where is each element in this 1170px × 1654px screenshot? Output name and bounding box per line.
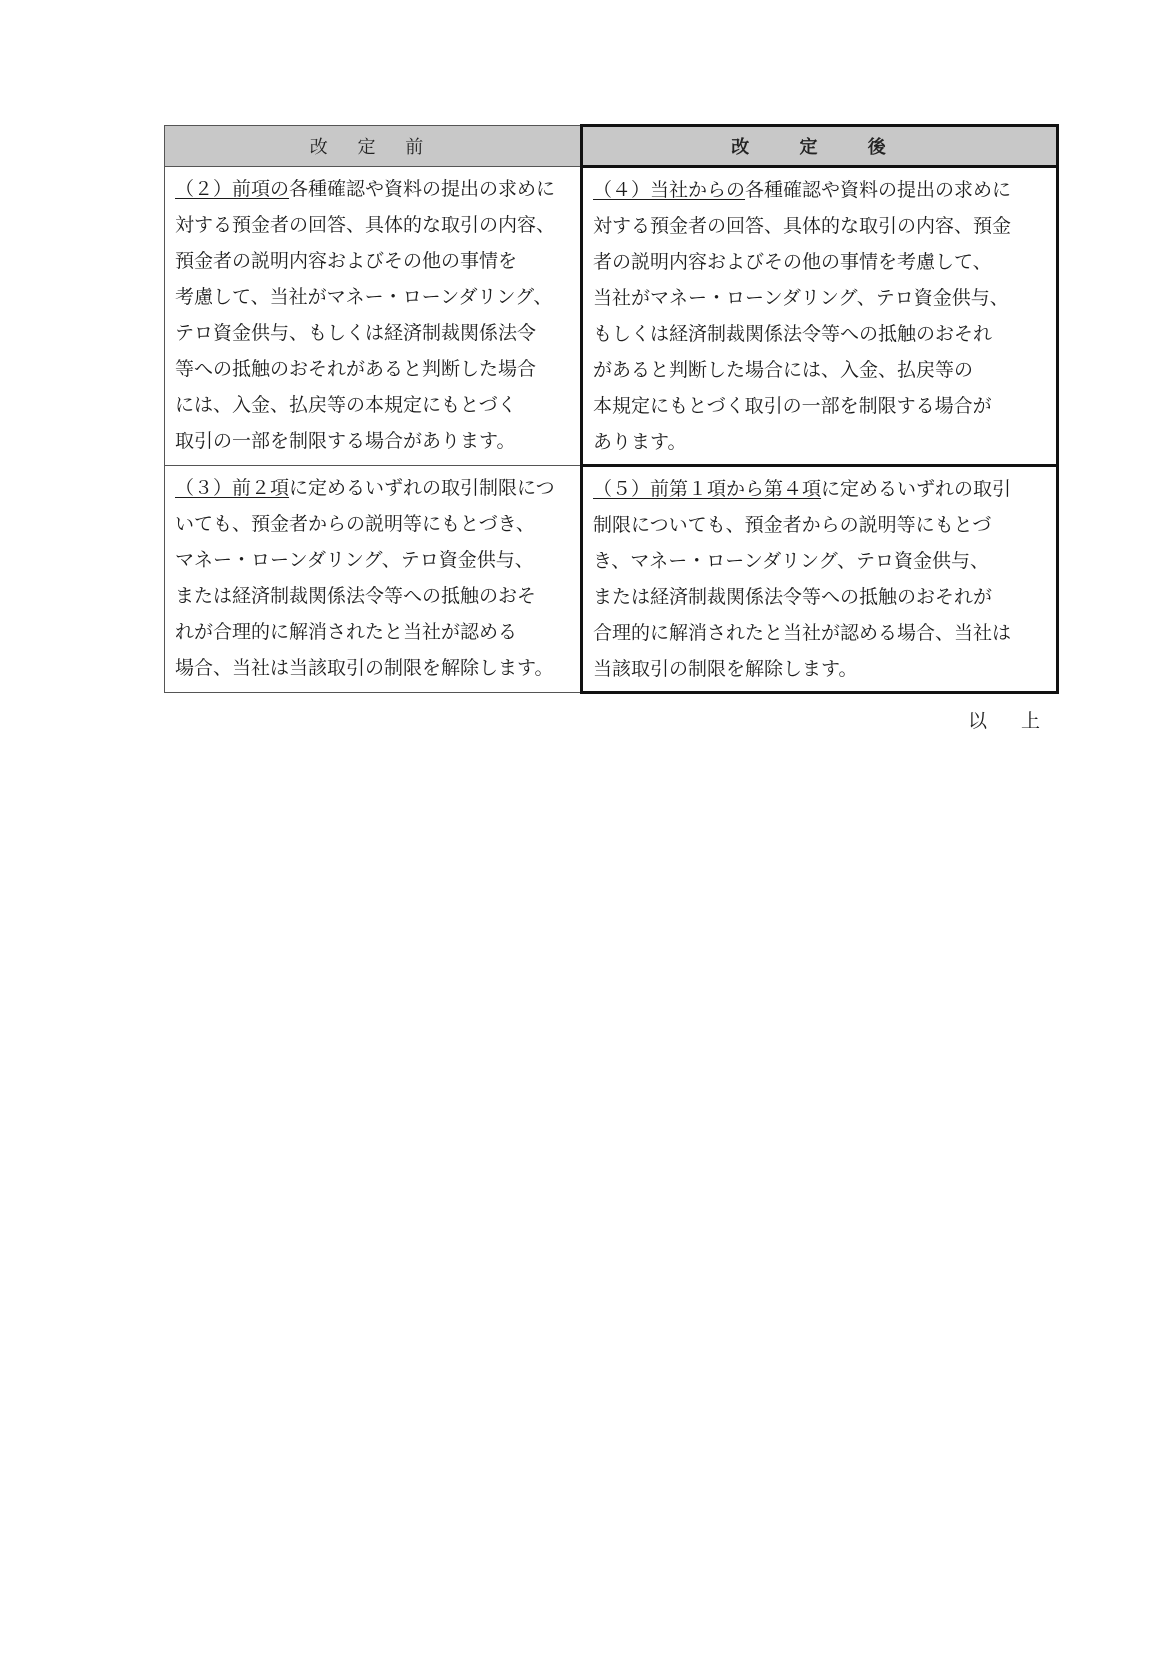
clause-marker: （４）当社からの [593, 179, 746, 201]
clause-line: 当社がマネー・ローンダリング、テロ資金供与、 [593, 287, 1009, 309]
revision-comparison-table [164, 124, 1059, 694]
clause-line: 預金者の説明内容およびその他の事情を [175, 250, 518, 272]
clause-marker: （２）前項の [175, 178, 290, 200]
clause-4-after [582, 167, 1058, 466]
clause-line [175, 470, 572, 506]
table-row [165, 167, 1058, 466]
clause-marker: （５）前第１項から第４項 [593, 478, 822, 500]
clause-line: 対する預金者の回答、具体的な取引の内容、 [175, 214, 556, 236]
clause-text: に定めるいずれの取引 [821, 478, 1012, 500]
clause-3-before [165, 466, 582, 693]
table-header-row [165, 126, 1058, 167]
clause-line: 取引の一部を制限する場合があります。 [175, 430, 516, 452]
clause-2-before [165, 167, 582, 466]
header-after-revision: 改 定 後 [582, 126, 1058, 167]
clause-text: に定めるいずれの取引制限につ [289, 477, 555, 499]
clause-5-after [582, 466, 1058, 693]
clause-line: もしくは経済制裁関係法令等への抵触のおそれ [593, 323, 993, 345]
clause-line: れが合理的に解消されたと当社が認める [175, 621, 518, 643]
clause-marker: （３）前２項 [175, 477, 290, 499]
clause-text: 各種確認や資料の提出の求めに [289, 178, 556, 200]
clause-line: があると判断した場合には、入金、払戻等の [593, 359, 974, 381]
clause-line: あります。 [593, 431, 687, 453]
closing-mark: 以 上 [968, 710, 1055, 732]
clause-line: マネー・ローンダリング、テロ資金供与、 [175, 549, 534, 571]
clause-line: き、マネー・ローンダリング、テロ資金供与、 [593, 550, 989, 572]
clause-line: テロ資金供与、もしくは経済制裁関係法令 [175, 322, 537, 344]
clause-line: 考慮して、当社がマネー・ローンダリング、 [175, 286, 553, 308]
clause-line: または経済制裁関係法令等への抵触のおそ [175, 585, 537, 607]
clause-line [175, 171, 572, 207]
clause-line: 対する預金者の回答、具体的な取引の内容、預金 [593, 215, 1012, 237]
clause-line: 制限についても、預金者からの説明等にもとづ [593, 514, 992, 536]
clause-line: 者の説明内容およびその他の事情を考慮して、 [593, 251, 992, 273]
table-row [165, 466, 1058, 693]
clause-line: 合理的に解消されたと当社が認める場合、当社は [593, 622, 1012, 644]
clause-line [593, 471, 1048, 507]
clause-line: または経済制裁関係法令等への抵触のおそれが [593, 586, 993, 608]
clause-line: 当該取引の制限を解除します。 [593, 658, 858, 680]
clause-line: いても、預金者からの説明等にもとづき、 [175, 513, 535, 535]
clause-line: には、入金、払戻等の本規定にもとづく [175, 394, 517, 416]
clause-line: 等への抵触のおそれがあると判断した場合 [175, 358, 537, 380]
clause-line: 場合、当社は当該取引の制限を解除します。 [175, 657, 554, 679]
clause-line [593, 172, 1048, 208]
header-before-revision: 改 定 前 [165, 126, 582, 167]
clause-text: 各種確認や資料の提出の求めに [745, 179, 1012, 201]
clause-line: 本規定にもとづく取引の一部を制限する場合が [593, 395, 992, 417]
